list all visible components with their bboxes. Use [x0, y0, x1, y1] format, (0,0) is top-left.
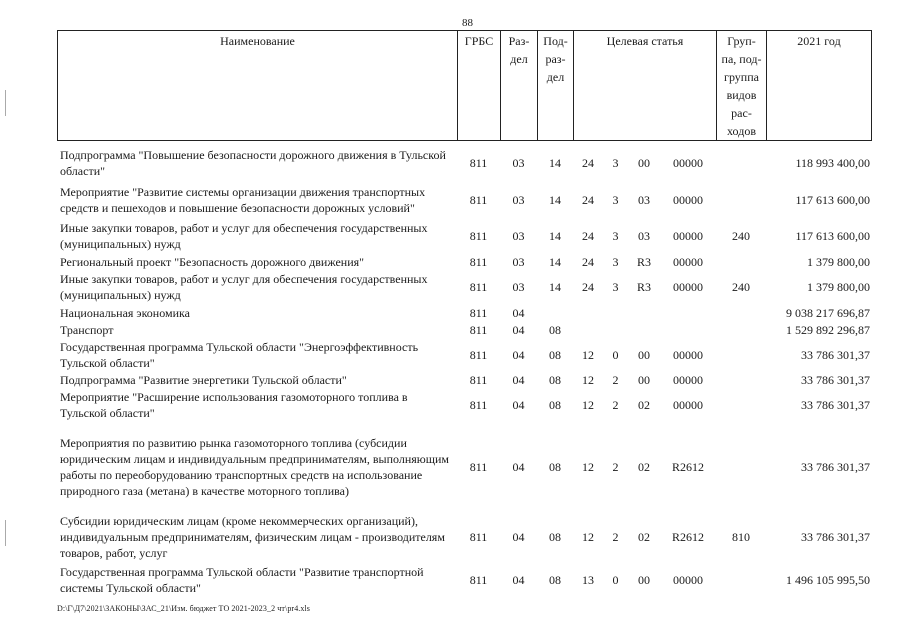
row-c1: 12 [582, 372, 594, 387]
row-c4: R2612 [671, 459, 704, 474]
row-c3: 02 [638, 459, 650, 474]
row-grbs: 811 [469, 322, 488, 337]
row-name: Региональный проект "Безопасность дорожного движения" [60, 254, 365, 269]
header-group: Груп- па, под- группа видов рас- ходов [717, 31, 767, 141]
row-grbs: 811 [469, 372, 488, 387]
row-c1: 24 [582, 156, 594, 170]
scan-margin-mark [5, 520, 6, 546]
row-vr [716, 422, 766, 511]
row-pr: 08 [549, 398, 561, 412]
table-row [57, 511, 871, 563]
row-c4: 00000 [673, 156, 703, 170]
row-c2 [603, 304, 628, 321]
row-rz: 03 [512, 229, 525, 243]
row-c2: 3 [612, 156, 619, 170]
row-name: Национальная экономика [60, 305, 190, 320]
row-c3 [628, 304, 660, 321]
row-grbs: 811 [469, 573, 488, 587]
row-amount: 1 379 800,00 [807, 254, 870, 269]
row-c1: 13 [582, 573, 594, 587]
row-pr: 14 [549, 193, 561, 207]
table-row [57, 181, 871, 219]
row-c4: 00000 [673, 573, 703, 587]
row-c2: 3 [612, 254, 619, 269]
row-c3: 00 [638, 573, 650, 587]
table-row [57, 270, 871, 304]
header-grbs: ГРБС [458, 31, 501, 141]
table-row [57, 388, 871, 422]
scan-margin-mark [5, 90, 6, 116]
table-row [57, 219, 871, 253]
table-row [57, 371, 871, 388]
row-amount: 1 496 105 995,50 [786, 573, 870, 587]
table-row [57, 422, 871, 511]
row-c2: 2 [612, 459, 619, 474]
row-rz: 04 [512, 573, 525, 587]
row-c4 [660, 304, 716, 321]
row-name: Субсидии юридическим лицам (кроме некоммерческих организаций), индивидуальным предпринимателям, физическим лицам - производителям товаров, работ, услуг [60, 514, 445, 560]
row-amount: 1 529 892 296,87 [786, 322, 870, 337]
row-c1: 12 [582, 459, 594, 474]
row-rz: 03 [512, 280, 525, 294]
row-vr [716, 304, 766, 321]
row-grbs: 811 [469, 305, 488, 320]
row-c2: 0 [612, 347, 619, 362]
row-pr: 14 [549, 229, 561, 243]
row-c3: 02 [638, 530, 650, 544]
row-c3: 02 [638, 398, 650, 412]
row-rz: 04 [512, 347, 525, 362]
budget-table [57, 145, 871, 597]
row-c4: R2612 [671, 530, 704, 544]
row-rz: 04 [512, 530, 525, 544]
row-vr: 240 [732, 280, 750, 294]
row-c1: 12 [582, 530, 594, 544]
row-amount: 118 993 400,00 [795, 156, 870, 170]
row-c2: 3 [612, 193, 619, 207]
row-c3: 00 [638, 347, 650, 362]
row-pr: 08 [549, 322, 561, 337]
row-vr [716, 338, 766, 371]
row-vr [716, 321, 766, 338]
row-c1: 24 [582, 193, 594, 207]
row-name: Подпрограмма "Развитие энергетики Тульской области" [60, 372, 347, 387]
row-rz: 04 [512, 305, 525, 320]
row-pr: 08 [549, 530, 561, 544]
row-c4: 00000 [673, 372, 703, 387]
row-rz: 04 [512, 322, 525, 337]
row-name: Иные закупки товаров, работ и услуг для обеспечения государственных (муниципальных) нужд [60, 221, 428, 251]
row-grbs: 811 [469, 156, 488, 170]
row-c2: 2 [612, 530, 619, 544]
row-grbs: 811 [469, 254, 488, 269]
row-pr: 14 [549, 156, 561, 170]
row-vr [716, 563, 766, 597]
row-c1: 24 [582, 280, 594, 294]
row-pr: 08 [549, 372, 561, 387]
header-target: Целевая статья [574, 31, 717, 141]
row-c4 [660, 321, 716, 338]
row-c2: 3 [612, 229, 619, 243]
row-c4: 00000 [673, 347, 703, 362]
row-vr [716, 388, 766, 422]
row-rz: 03 [512, 254, 525, 269]
row-vr [716, 253, 766, 270]
row-rz: 04 [512, 398, 525, 412]
row-pr: 08 [549, 347, 561, 362]
row-amount: 117 613 600,00 [795, 193, 870, 207]
row-amount: 33 786 301,37 [801, 372, 870, 387]
row-vr [716, 181, 766, 219]
row-rz: 03 [512, 193, 525, 207]
row-grbs: 811 [469, 229, 488, 243]
row-c3 [628, 321, 660, 338]
row-grbs: 811 [469, 193, 488, 207]
header-razdel: Раз- дел [501, 31, 538, 141]
row-amount: 117 613 600,00 [795, 229, 870, 243]
header-podrazdel: Под- раз- дел [538, 31, 574, 141]
table-row [57, 253, 871, 270]
row-c3: R3 [636, 280, 651, 294]
row-c1: 12 [582, 398, 594, 412]
table-row [57, 304, 871, 321]
table-header [57, 30, 872, 141]
row-vr [716, 145, 766, 181]
row-amount: 1 379 800,00 [807, 280, 870, 294]
row-amount: 9 038 217 696,87 [786, 305, 870, 320]
row-amount: 33 786 301,37 [801, 347, 870, 362]
table-row [57, 145, 871, 181]
row-c2 [603, 321, 628, 338]
row-c1: 24 [582, 229, 594, 243]
row-name: Подпрограмма "Повышение безопасности дорожного движения в Тульской области" [60, 148, 446, 178]
row-rz: 03 [512, 156, 525, 170]
row-name: Мероприятие "Развитие системы организации движения транспортных средств и пешеходов и повышение безопасности дорожных условий" [60, 185, 426, 215]
row-amount: 33 786 301,37 [801, 398, 870, 412]
row-c4: 00000 [673, 193, 703, 207]
row-c1: 12 [582, 347, 594, 362]
row-name: Транспорт [60, 322, 114, 337]
row-c2: 3 [612, 280, 619, 294]
row-amount: 33 786 301,37 [801, 459, 870, 474]
row-c3: 03 [638, 193, 650, 207]
row-vr [716, 371, 766, 388]
row-pr: 08 [549, 573, 561, 587]
row-vr: 240 [732, 229, 750, 243]
header-name: Наименование [58, 31, 458, 141]
row-name: Государственная программа Тульской области "Энергоэффективность Тульской области" [60, 339, 419, 370]
row-vr: 810 [732, 530, 750, 544]
row-pr: 08 [549, 459, 561, 474]
row-rz: 04 [512, 372, 525, 387]
row-grbs: 811 [469, 459, 488, 474]
row-c2: 0 [612, 573, 619, 587]
row-rz: 04 [512, 459, 525, 474]
row-c4: 00000 [673, 229, 703, 243]
row-c2: 2 [612, 398, 619, 412]
row-amount: 33 786 301,37 [801, 530, 870, 544]
row-c3: 00 [638, 372, 650, 387]
row-c1 [573, 304, 603, 321]
row-grbs: 811 [469, 347, 488, 362]
row-c1: 24 [582, 254, 594, 269]
row-pr: 14 [549, 254, 561, 269]
row-c1 [573, 321, 603, 338]
header-year: 2021 год [767, 31, 872, 141]
row-c3: 03 [638, 229, 650, 243]
table-row [57, 321, 871, 338]
row-name: Иные закупки товаров, работ и услуг для обеспечения государственных (муниципальных) нужд [60, 272, 428, 302]
row-c4: 00000 [673, 280, 703, 294]
row-c4: 00000 [673, 398, 703, 412]
row-name: Мероприятия по развитию рынка газомоторного топлива (субсидии юридическим лицам и индивидуальным предпринимателям, выполняющим работы по переоборудованию транспортных средств на использование природного газа (метана) в качестве моторного топлива) [60, 435, 450, 498]
file-path-footer: D:\Г\Д7\2021\ЗАКОНЫ\ЗАС_21\Изм. бюджет ТО 2021-2023_2 чт\pr4.xls [57, 604, 311, 613]
row-c3: R3 [636, 254, 651, 269]
row-name: Мероприятие "Расширение использования газомоторного топлива в Тульской области" [60, 390, 408, 420]
row-c2: 2 [612, 372, 619, 387]
row-c4: 00000 [673, 254, 703, 269]
table-row [57, 338, 871, 371]
row-grbs: 811 [469, 398, 488, 412]
row-grbs: 811 [469, 280, 488, 294]
row-pr [537, 304, 573, 321]
page-number: 88 [462, 17, 473, 29]
row-pr: 14 [549, 280, 561, 294]
table-row [57, 563, 871, 597]
row-name: Государственная программа Тульской области "Развитие транспортной системы Тульской области" [60, 565, 424, 595]
row-grbs: 811 [469, 530, 488, 544]
row-c3: 00 [638, 156, 650, 170]
